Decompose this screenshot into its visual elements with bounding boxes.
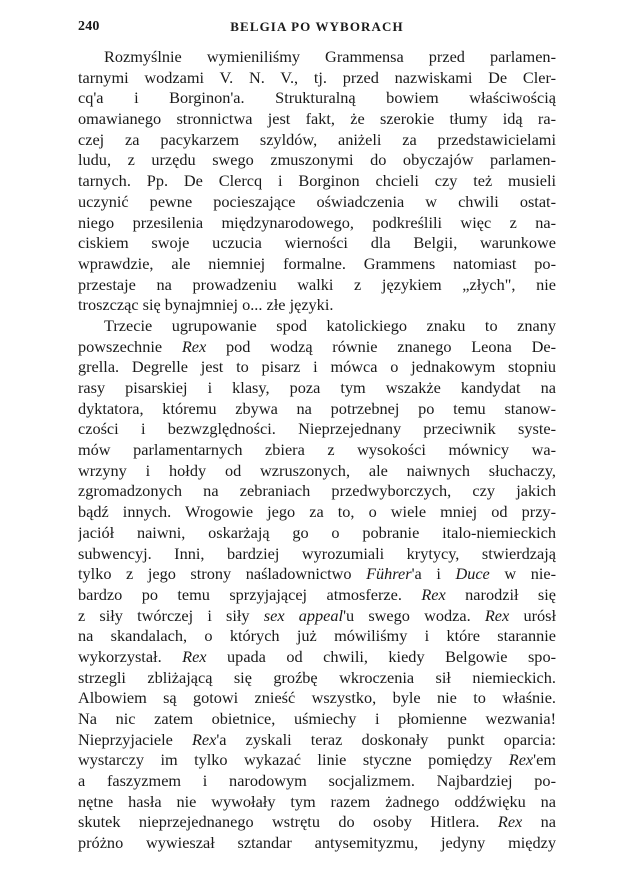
- text-line: tarnymi wodzami V. N. V., tj. przed nazwiskami De Cler-: [78, 67, 556, 87]
- text-line: na skandalach, o których już mówiliśmy i które starannie: [78, 626, 556, 646]
- running-title: BELGIA PO WYBORACH: [230, 19, 404, 34]
- text-line: próżno wywieszał sztandar antysemityzmu, jedyny między: [78, 833, 556, 853]
- page-number: 240: [78, 19, 100, 34]
- text-line: jaciół naiwni, oskarżają go o pobranie italo-niemieckich: [78, 522, 556, 542]
- text-line: a faszyzmem i narodowym socjalizmem. Najbardziej po-: [78, 771, 556, 791]
- text-line: z siły twórczej i siły sex appeal'u swego wodza. Rex urósł: [78, 605, 556, 625]
- text-line: ludu, z urzędu swego zmuszonymi do obyczajów parlamen-: [78, 150, 556, 170]
- text-line: omawianego stronnictwa jest fakt, że szerokie tłumy idą ra-: [78, 109, 556, 129]
- text-line: czości i bezwzględności. Nieprzejednany przeciwnik syste-: [78, 419, 556, 439]
- text-line: strzegli zbliżającą się groźbę wkroczenia sił niemieckich.: [78, 667, 556, 687]
- text-line: czej za pacykarzem szyldów, aniżeli za przedstawicielami: [78, 129, 556, 149]
- text-line: mów parlamentarnych zbiera z wysokości mównicy wa-: [78, 440, 556, 460]
- text-line: subwencyj. Inni, bardziej wyrozumiali krytycy, stwierdzają: [78, 543, 556, 563]
- text-line: bądź innych. Wrogowie jego za to, o wiele mniej od przy-: [78, 502, 556, 522]
- text-line: dyktatora, któremu zbywa na potrzebnej po temu stanow-: [78, 398, 556, 418]
- text-line: przestaje na prowadzeniu walki z językiem „złych", nie: [78, 274, 556, 294]
- text-line: uczynić pewne pocieszające oświadczenia w chwili ostat-: [78, 191, 556, 211]
- text-line: wprawdzie, ale niemniej formalne. Grammens natomiast po-: [78, 253, 556, 273]
- body-text: [78, 47, 556, 854]
- text-line: Albowiem są gotowi znieść wszystko, byle nie to właśnie.: [78, 688, 556, 708]
- text-line: zgromadzonych na zebraniach przedwyborczych, czy jakich: [78, 481, 556, 501]
- running-head: [78, 19, 556, 39]
- text-line: bardzo po temu sprzyjającej atmosferze. Rex narodził się: [78, 584, 556, 604]
- text-line: troszcząc się bynajmniej o... złe języki.: [78, 295, 334, 315]
- text-line: rasy pisarskiej i klasy, poza tym wszakże kandydat na: [78, 378, 556, 397]
- text-line: powszechnie Rex pod wodzą równie znanego Leona De-: [78, 336, 556, 356]
- text-line: niego przesilenia międzynarodowego, podkreślili więc z na-: [78, 212, 556, 232]
- text-line: wykorzystał. Rex upada od chwili, kiedy Belgowie spo-: [78, 646, 556, 666]
- text-line: Trzecie ugrupowanie spod katolickiego znaku to znany: [104, 315, 556, 335]
- text-line: ciskiem swoje uczucia wierności dla Belgii, warunkowe: [78, 233, 556, 253]
- text-line: Nieprzyjaciele Rex'a zyskali teraz doskonały punkt oparcia:: [78, 729, 556, 749]
- text-line: Na nic zatem obietnice, uśmiechy i płomienne wezwania!: [78, 709, 556, 728]
- text-line: cq'a i Borginon'a. Strukturalną bowiem właściwością: [78, 88, 556, 108]
- text-line: wrzyny i hołdy od wzruszonych, ale naiwnych słuchaczy,: [78, 460, 556, 480]
- text-line: wystarczy im tylko wykazać linie styczne pomiędzy Rex'em: [78, 750, 556, 770]
- text-line: tarnych. Pp. De Clercq i Borginon chcieli czy też musieli: [78, 171, 556, 191]
- text-line: Rozmyślnie wymieniliśmy Grammensa przed parlamen-: [104, 47, 556, 66]
- text-line: grella. Degrelle jest to pisarz i mówca o jednakowym stopniu: [78, 357, 556, 377]
- text-line: tylko z jego strony naśladownictwo Führer'a i Duce w nie-: [78, 564, 556, 584]
- text-line: skutek nieprzejednanego wstrętu do osoby Hitlera. Rex na: [78, 812, 556, 832]
- text-line: nętne hasła nie wywołały tym razem żadnego oddźwięku na: [78, 791, 556, 811]
